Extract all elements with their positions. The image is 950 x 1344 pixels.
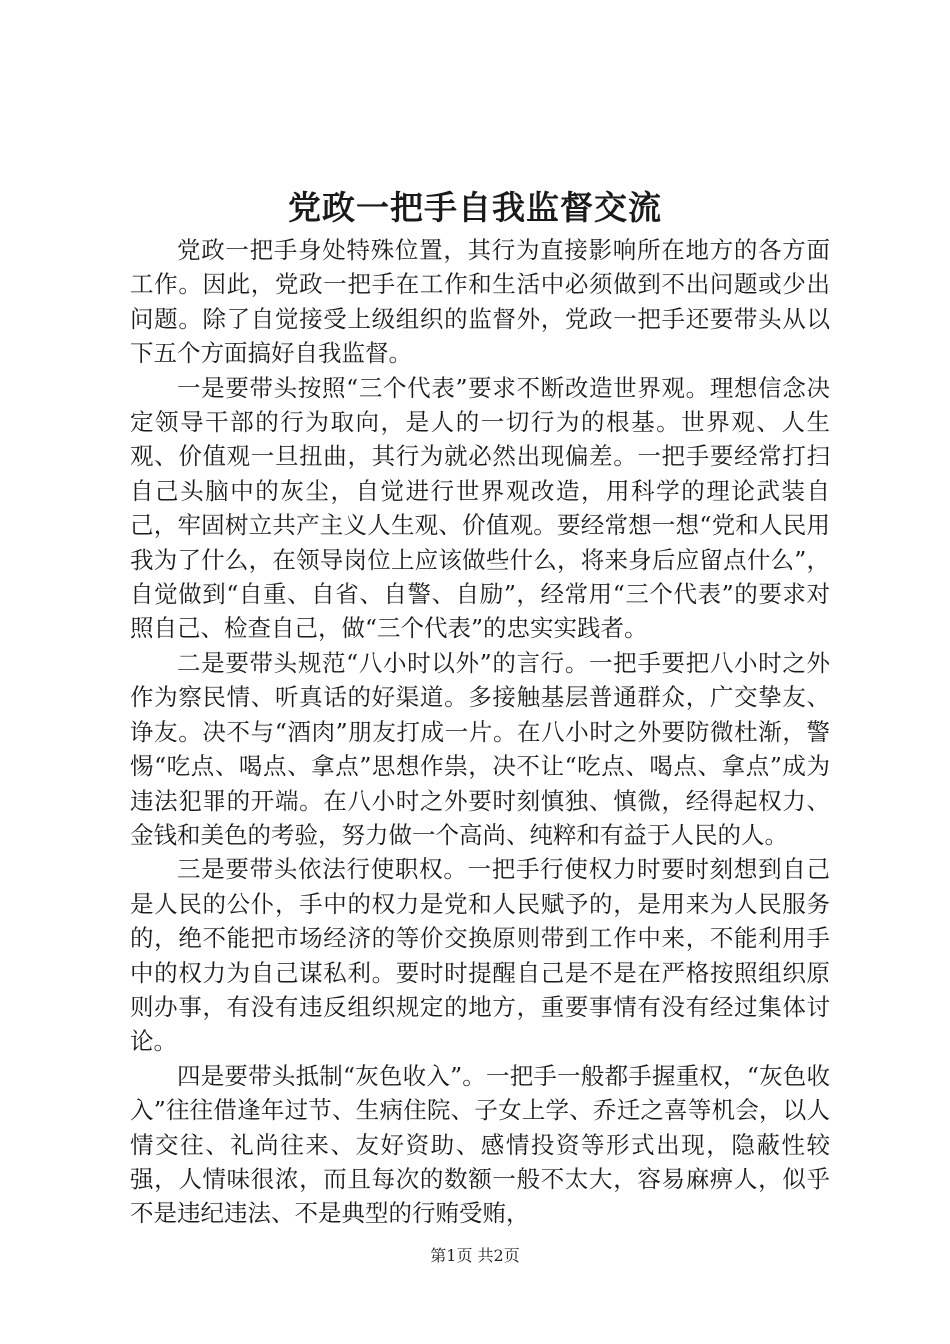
paragraph-intro: 党政一把手身处特殊位置，其行为直接影响所在地方的各方面工作。因此，党政一把手在工作和生活中必须做到不出问题或少出问题。除了自觉接受上级组织的监督外，党政一把手还要带头从以下五个方面搞好自我监督。	[130, 236, 830, 368]
document-body	[130, 233, 830, 1231]
paragraph-point-1: 一是要带头按照“三个代表”要求不断改造世界观。理想信念决定领导干部的行为取向，是人的一切行为的根基。世界观、人生观、价值观一旦扭曲，其行为就必然出现偏差。一把手要经常打扫自己头脑中的灰尘，自觉进行世界观改造，用科学的理论武装自己，牢固树立共产主义人生观、价值观。要经常想一想“党和人民用我为了什么，在领导岗位上应该做些什么，将来身后应留点什么”，自觉做到“自重、自省、自警、自励”，经常用“三个代表”的要求对照自己、检查自己，做“三个代表”的忠实实践者。	[130, 373, 830, 643]
document-title: 党政一把手自我监督交流	[288, 188, 662, 227]
page-number-footer: 第1页 共2页	[430, 1246, 520, 1265]
paragraph-point-2: 二是要带头规范“八小时以外”的言行。一把手要把八小时之外作为察民情、听真话的好渠道。多接触基层普通群众，广交挚友、诤友。决不与“酒肉”朋友打成一片。在八小时之外要防微杜渐，警惕“吃点、喝点、拿点”思想作祟，决不让“吃点、喝点、拿点”成为违法犯罪的开端。在八小时之外要时刻慎独、慎微，经得起权力、金钱和美色的考验，努力做一个高尚、纯粹和有益于人民的人。	[130, 648, 830, 849]
paragraph-point-3: 三是要带头依法行使职权。一把手行使权力时要时刻想到自己是人民的公仆，手中的权力是党和人民赋予的，是用来为人民服务的，绝不能把市场经济的等价交换原则带到工作中来，不能利用手中的权力为自己谋私利。要时时提醒自己是不是在严格按照组织原则办事，有没有违反组织规定的地方，重要事情有没有经过集体讨论。	[130, 855, 830, 1056]
paragraph-point-4: 四是要带头抵制“灰色收入”。一把手一般都手握重权，“灰色收入”往往借逢年过节、生病住院、子女上学、乔迁之喜等机会，以人情交往、礼尚往来、友好资助、感情投资等形式出现，隐蔽性较强，人情味很浓，而且每次的数额一般不太大，容易麻痹人，似乎不是违纪违法、不是典型的行贿受贿，	[130, 1061, 830, 1228]
